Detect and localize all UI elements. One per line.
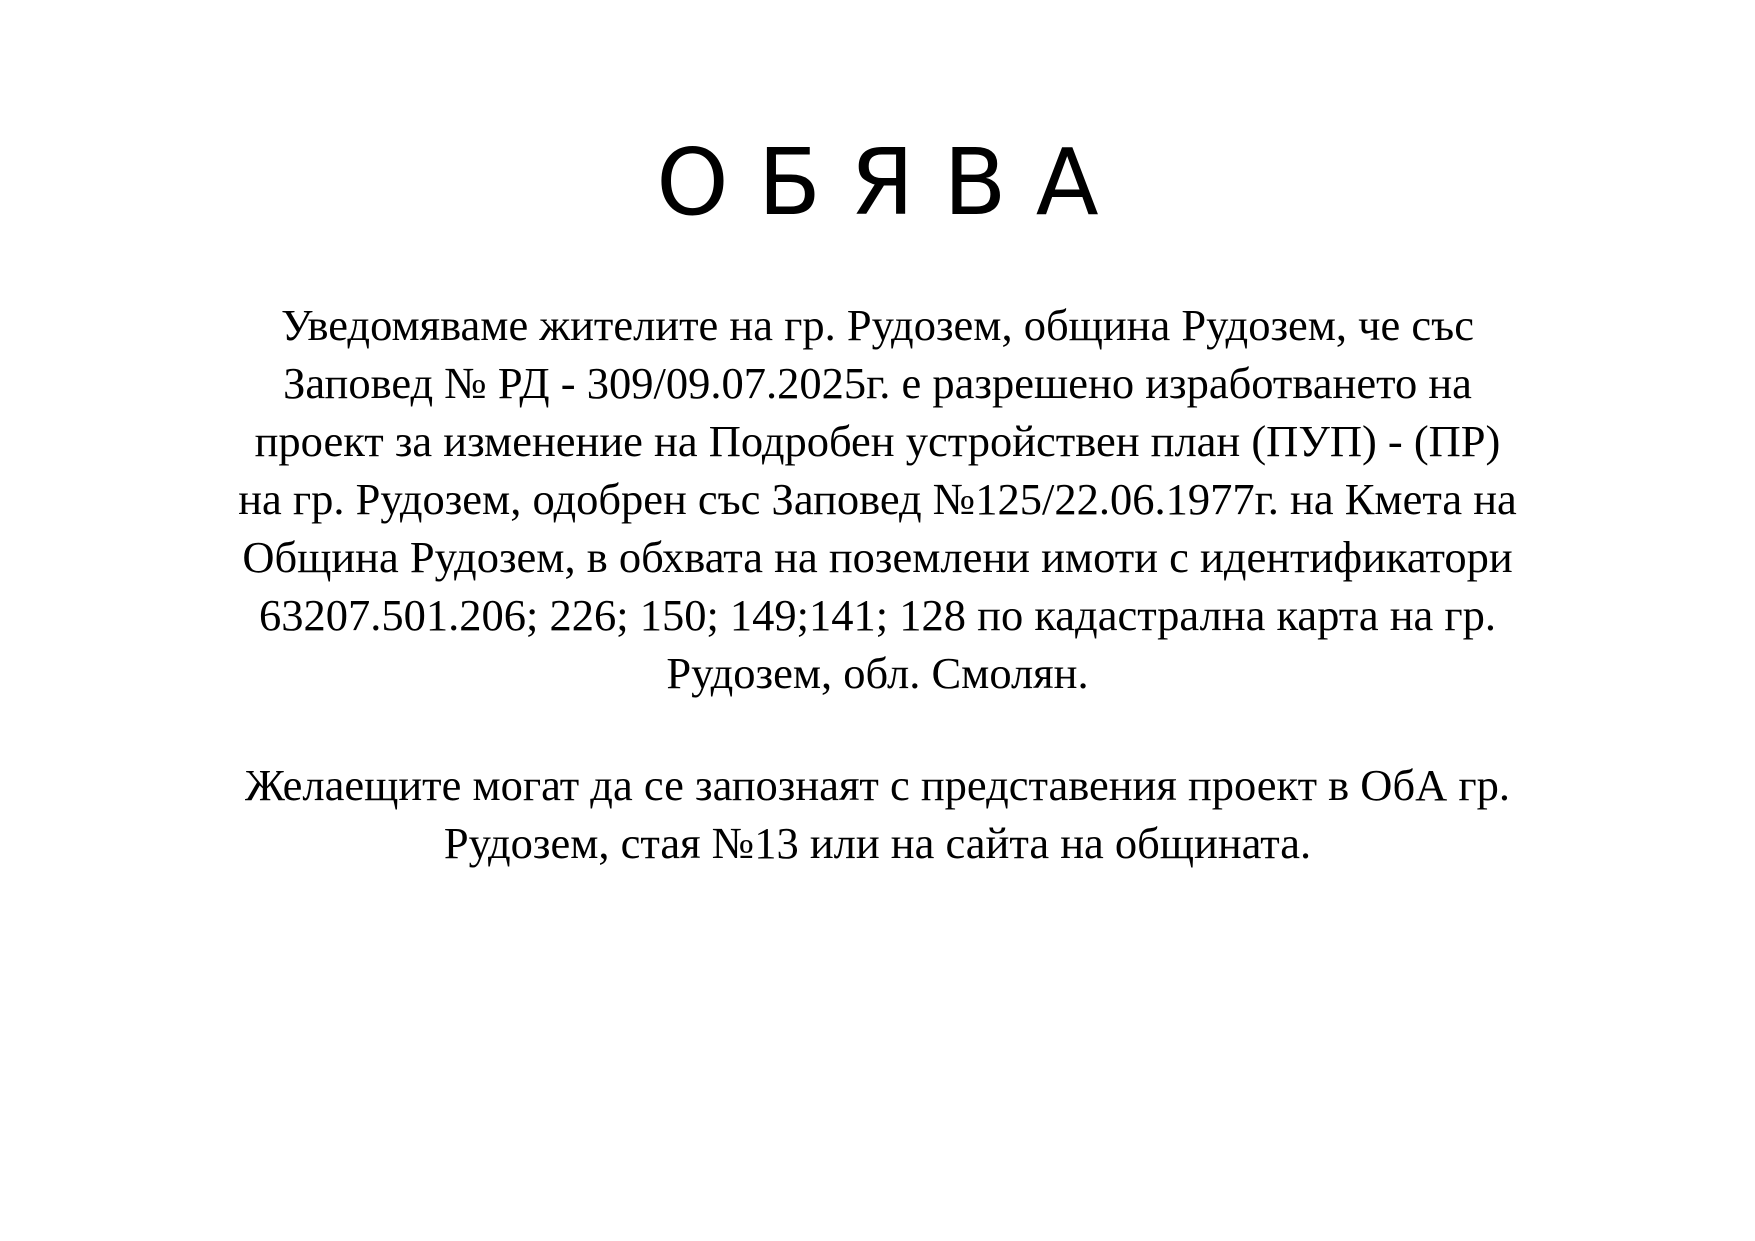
paragraph-line: проект за изменение на Подробен устройствен план (ПУП) - (ПР) bbox=[254, 416, 1501, 466]
notice-paragraph-1 bbox=[0, 296, 1755, 702]
paragraph-line: Уведомяваме жителите на гр. Рудозем, община Рудозем, че със bbox=[281, 300, 1474, 350]
paragraph-line: на гр. Рудозем, одобрен със Заповед №125/22.06.1977г. на Кмета на bbox=[238, 474, 1517, 524]
notice-title-text: О Б Я В А bbox=[656, 129, 1099, 236]
paragraph-line: Рудозем, обл. Смолян. bbox=[666, 648, 1089, 698]
paragraph-line: Община Рудозем, в обхвата на поземлени имоти с идентификатори bbox=[242, 532, 1513, 582]
notice-paragraph-2 bbox=[0, 756, 1755, 872]
notice-title bbox=[0, 128, 1755, 238]
paragraph-line: Желаещите могат да се запознаят с представения проект в ОбА гр. bbox=[245, 760, 1510, 810]
paragraph-line: Рудозем, стая №13 или на сайта на общината. bbox=[443, 818, 1312, 868]
paragraph-line: 63207.501.206; 226; 150; 149;141; 128 по кадастрална карта на гр. bbox=[258, 590, 1497, 640]
paragraph-line: Заповед № РД - 309/09.07.2025г. е разрешено изработването на bbox=[283, 358, 1472, 408]
